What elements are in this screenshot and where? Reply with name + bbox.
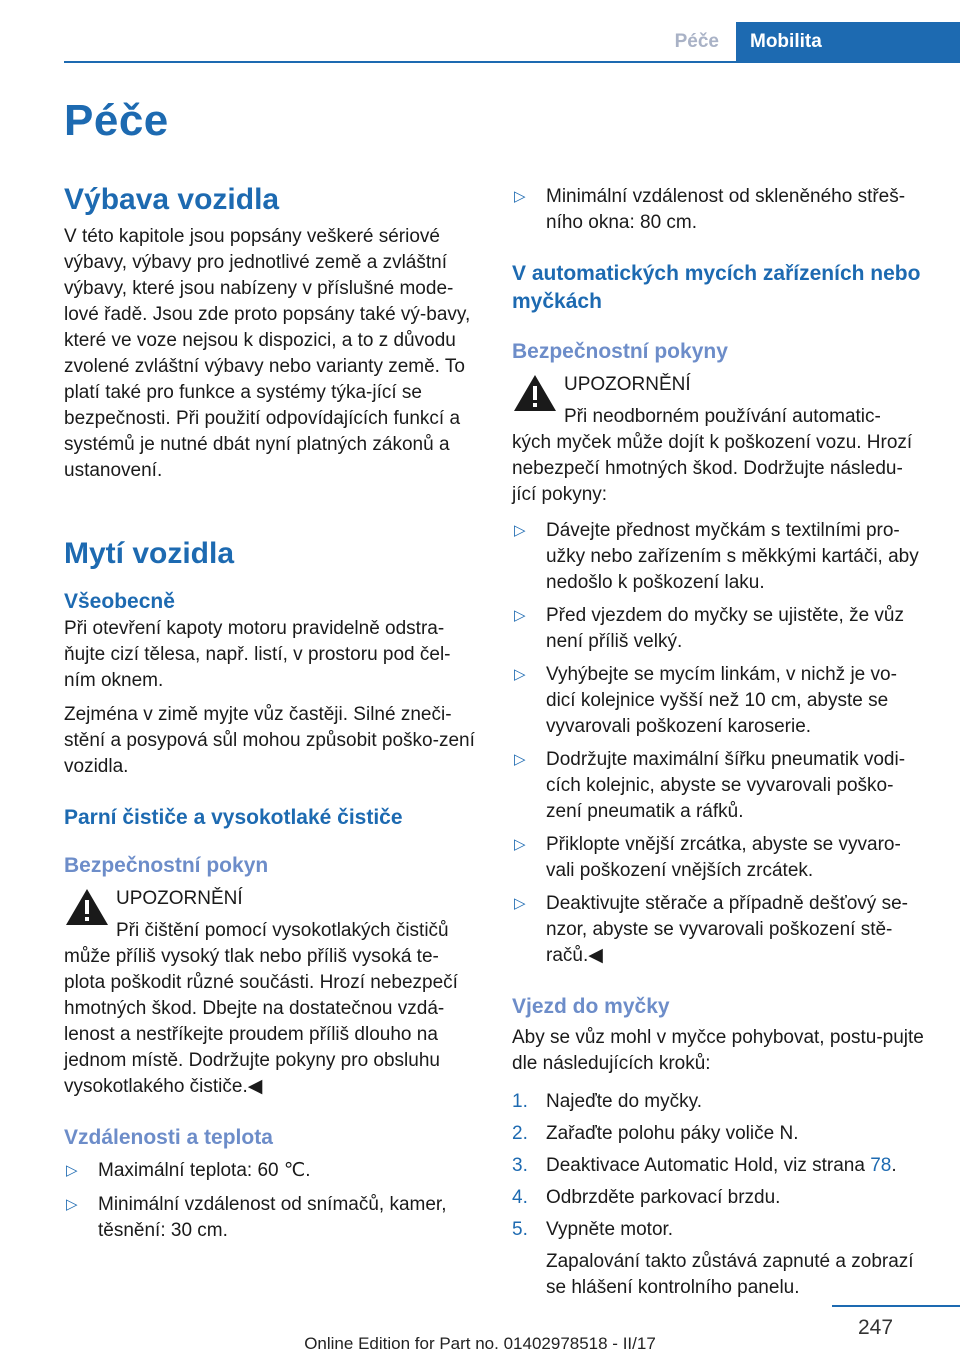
- list-item: ▷ Maximální teplota: 60 ℃.: [64, 1158, 478, 1184]
- list-item: ▷ Přiklopte vnější zrcátka, abyste se vyvaro‐vali poškození vnějších zrcátek.: [514, 834, 901, 881]
- list-item: ▷ Před vjezdem do myčky se ujistěte, že vůz není příliš velký.: [514, 605, 904, 652]
- list-item: ▷ Deaktivujte stěrače a případně dešťový se‐nzor, abyste se vyvarovali poškození stě‐račů.◀: [514, 893, 908, 966]
- warning-text-rest: může příliš vysoký tlak nebo příliš vysoká te‐plota poškodit různé součásti. Hrozí nebezpečí hmotných škod. Dbejte na dostatečnou vzdá‐lenost a nestříkejte proudem příliš dlouho na jednom místě. Dodržujte pokyny pro obsluhu vysokotlakého čističe.◀: [64, 946, 458, 1097]
- vseobecne-paragraph-2: Zejména v zimě myjte vůz častěji. Silné zneči‐stění a posypová sůl mohou způsobit poško‐zení vozidla.: [64, 704, 475, 777]
- step-item: 4. Odbrzděte parkovací brzdu.: [512, 1187, 781, 1208]
- header-rule: [64, 61, 960, 63]
- page-number: 247: [858, 1316, 894, 1339]
- subheading-vjezd: Vjezd do myčky: [512, 995, 670, 1018]
- triangle-bullet-icon: ▷: [514, 522, 526, 539]
- chapter-tabs: [658, 22, 960, 62]
- list-item: ▷ Minimální vzdálenost od snímačů, kamer, těsnění: 30 cm.: [66, 1194, 447, 1241]
- vjezd-intro: Aby se vůz mohl v myčce pohybovat, postu‐pujte dle následujících kroků:: [512, 1027, 924, 1074]
- step-5-note: Zapalování takto zůstává zapnuté a zobrazí se hlášení kontrolního panelu.: [546, 1251, 914, 1298]
- edition-footer: Online Edition for Part no. 01402978518 - II/17: [304, 1334, 656, 1353]
- step-item: 2. Zařaďte polohu páky voliče N.: [512, 1123, 799, 1144]
- warning-label: UPOZORNĚNÍ: [116, 888, 243, 909]
- pokyny-list: [512, 518, 926, 969]
- tab-mobilita[interactable]: Mobilita: [736, 22, 960, 62]
- triangle-bullet-icon: ▷: [514, 607, 526, 624]
- tab-pece[interactable]: Péče: [658, 22, 736, 62]
- section-heading-vybava: Výbava vozidla: [64, 183, 280, 216]
- subheading-bezpecnostni-pokyn: Bezpečnostní pokyn: [64, 854, 269, 877]
- subheading-automaticke-myci: V automatických mycích zařízeních nebo myčkách: [512, 262, 921, 313]
- triangle-bullet-icon: ▷: [514, 751, 526, 768]
- warning-text: [64, 918, 478, 1100]
- warning-text-first-line: Při čištění pomocí vysokotlakých čističů: [116, 920, 449, 941]
- triangle-bullet-icon: ▷: [514, 836, 526, 853]
- subheading-parni-cistice: Parní čističe a vysokotlaké čističe: [64, 806, 403, 829]
- warning-label: UPOZORNĚNÍ: [564, 374, 691, 395]
- triangle-bullet-icon: ▷: [66, 1196, 78, 1213]
- vybava-paragraph: V této kapitole jsou popsány veškeré sériové výbavy, výbavy pro jednotlivé země a zvláštní výbavy, které jsou nabízeny v příslušné mode‐lové řadě. Jsou zde proto popsány také vý‐bavy, které ve voze nejsou k dispozici, a to z důvodu zvolené zvláštní výbavy nebo varianty země. To platí také pro funkce a systémy týka‐jící se bezpečnosti. Při použití odpovídajících funkcí a systémů je nutné dbát nyní platných zákonů a ustanovení.: [64, 226, 471, 481]
- left-column: [64, 182, 478, 1244]
- warning-text-rest: kých myček může dojít k poškození vozu. Hrozí nebezpečí hmotných škod. Dodržujte následu‐jící pokyny:: [512, 432, 913, 505]
- warning-text-first-line: Při neodborném používání automatic‐: [564, 406, 881, 427]
- step-item: 5. Vypněte motor. Zapalování takto zůstává zapnuté a zobrazí se hlášení kontrolního panelu.: [512, 1217, 926, 1301]
- footer-rule: [832, 1305, 960, 1307]
- triangle-bullet-icon: ▷: [66, 1162, 78, 1179]
- subheading-vzdalenosti: Vzdálenosti a teplota: [64, 1126, 273, 1149]
- section-heading-myti: Mytí vozidla: [64, 537, 235, 570]
- page-link-78[interactable]: 78: [870, 1155, 892, 1176]
- list-item: ▷ Dodržujte maximální šířku pneumatik vodi‐cích kolejnic, abyste se vyvarovali poško‐zení pneumatik a ráfků.: [514, 749, 906, 822]
- list-item: ▷ Vyhýbejte se mycím linkám, v nichž je vo‐dicí kolejnice vyšší než 10 cm, abyste se vyvarovali poškození karoserie.: [514, 664, 897, 737]
- warning-box: [512, 372, 926, 508]
- step-item: 3. Deaktivace Automatic Hold, viz strana 78.: [512, 1155, 897, 1176]
- vzdalenosti-list: [64, 1158, 478, 1244]
- triangle-bullet-icon: ▷: [514, 666, 526, 683]
- warning-triangle-icon: [64, 886, 110, 928]
- right-column: [512, 184, 926, 1301]
- page-title: Péče: [64, 96, 169, 145]
- list-item: ▷ Dávejte přednost myčkám s textilními pro‐užky nebo zařízením s měkkými kartáči, aby nedošlo k poškození laku.: [514, 520, 919, 593]
- vseobecne-paragraph-1: Při otevření kapoty motoru pravidelně odstra‐ňujte cizí tělesa, např. listí, v prostoru pod čel‐ním oknem.: [64, 618, 451, 691]
- list-item: ▷ Minimální vzdálenost od skleněného střeš‐ního okna: 80 cm.: [514, 186, 906, 233]
- warning-box: [64, 886, 478, 1100]
- warning-text: [512, 404, 926, 508]
- top-list: [512, 184, 926, 236]
- triangle-bullet-icon: ▷: [514, 895, 526, 912]
- subheading-vseobecne: Všeobecně: [64, 590, 175, 613]
- warning-triangle-icon: [512, 372, 558, 414]
- vjezd-steps: [512, 1089, 926, 1301]
- step-item: 1. Najeďte do myčky.: [512, 1091, 702, 1112]
- triangle-bullet-icon: ▷: [514, 188, 526, 205]
- subheading-bezpecnostni-pokyny: Bezpečnostní pokyny: [512, 340, 728, 363]
